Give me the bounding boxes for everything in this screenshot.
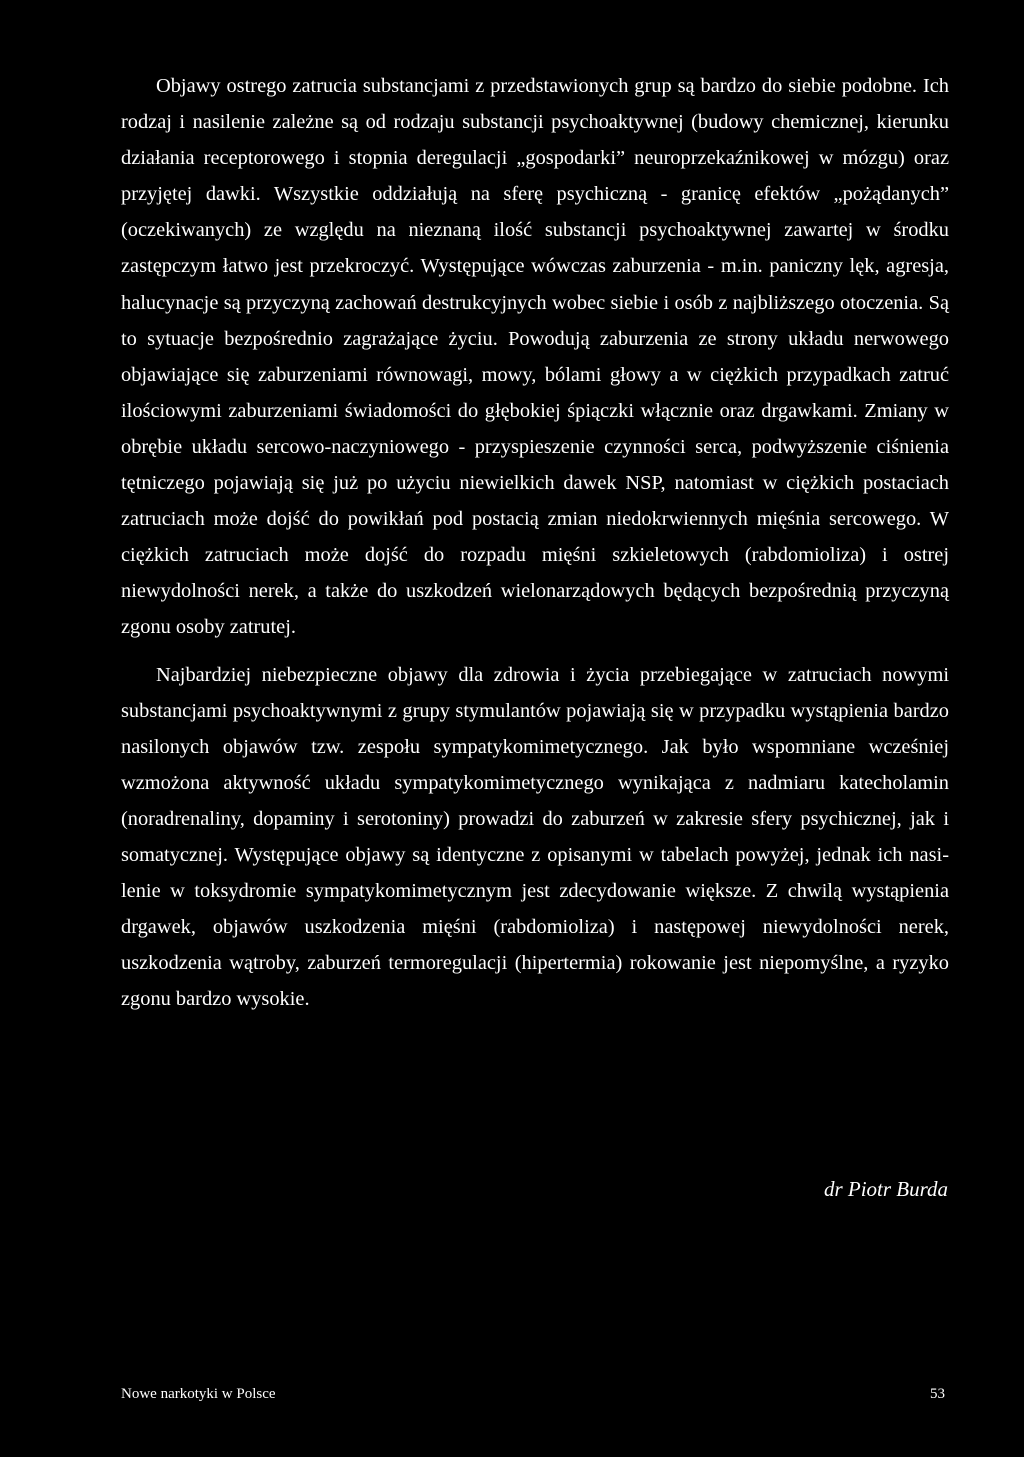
paragraph: Objawy ostrego zatrucia substancjami z przedstawionych grup są bardzo do siebie podobne. Ich rodzaj i nasilenie zależne są od rodzaju substancji psychoaktywnej (budowy chemicznej, kierunku działania receptorowego i stopnia deregulacji „gospodarki” neuroprzekaźnikowej w mózgu) oraz przyjętej dawki. Wszystkie oddziałują na sferę psychiczną - granicę efektów „pożądanych” (oczekiwanych) ze względu na nieznaną ilość substancji psychoaktywnej zawartej w środku zastępczym łatwo jest przekroczyć. Występujące wówczas zaburzenia - m.in. paniczny lęk, agresja, halucynacje są przyczyną zachowań destrukcyjnych wobec siebie i osób z najbliższego otoczenia. Są to sytuacje bezpośrednio zagrażające życiu. Powodują zaburzenia ze strony układu nerwowego objawiające się zaburzeniami równowagi, mowy, bólami głowy a w ciężkich przypadkach zatruć ilościowymi zaburzeniami świadomości do głębokiej śpiączki włącznie oraz drgawkami. Zmiany w obrębie układu sercowo-naczyniowego - przyspieszenie czynności serca, podwyższenie ciśnienia tętniczego pojawiają się już po użyciu niewielkich dawek NSP, natomiast w ciężkich postaciach zatruciach może dojść do powikłań pod postacią zmian niedokrwiennych mięśnia sercowego. W ciężkich zatruciach może dojść do rozpadu mięśni szkieletowych (rabdomioliza) i ostrej niewydolności nerek, a także do uszkodzeń wielonarządowych będących bezpośrednią przyczyną zgonu osoby zatrutej. [121,75,949,639]
page-footer [121,1384,945,1404]
document-body [121,68,949,1017]
paragraph: Najbardziej niebezpieczne objawy dla zdrowia i życia przebiegające w zatruciach nowymi substancjami psychoaktywnymi z grupy stymulantów pojawiają się w przypadku wystąpienia bardzo nasilonych objawów tzw. zespołu sympatykomimetycznego. Jak było wspomniane wcześniej wzmożona aktywność układu sympatykomimetycznego wynikająca z nadmiaru katecholamin (noradrenaliny, dopaminy i serotoniny) prowadzi do zaburzeń w zakresie sfery psychicznej, jak i somatycznej. Występujące objawy są identyczne z opisanymi w tabelach powyżej, jednak ich nasilenie w toksydromie sympatykomimetycznym jest zdecydowanie większe. Z chwilą wystąpienia drgawek, objawów uszkodzenia mięśni (rabdomioliza) i następowej niewydolności nerek, uszkodzenia wątroby, zaburzeń termoregulacji (hipertermia) rokowanie jest niepomyślne, a ryzyko zgonu bardzo wysokie. [121,663,949,1011]
page-number: 53 [930,1386,945,1402]
footer-title: Nowe narkotyki w Polsce [121,1386,276,1402]
author-signature: dr Piotr Burda [823,1177,948,1201]
